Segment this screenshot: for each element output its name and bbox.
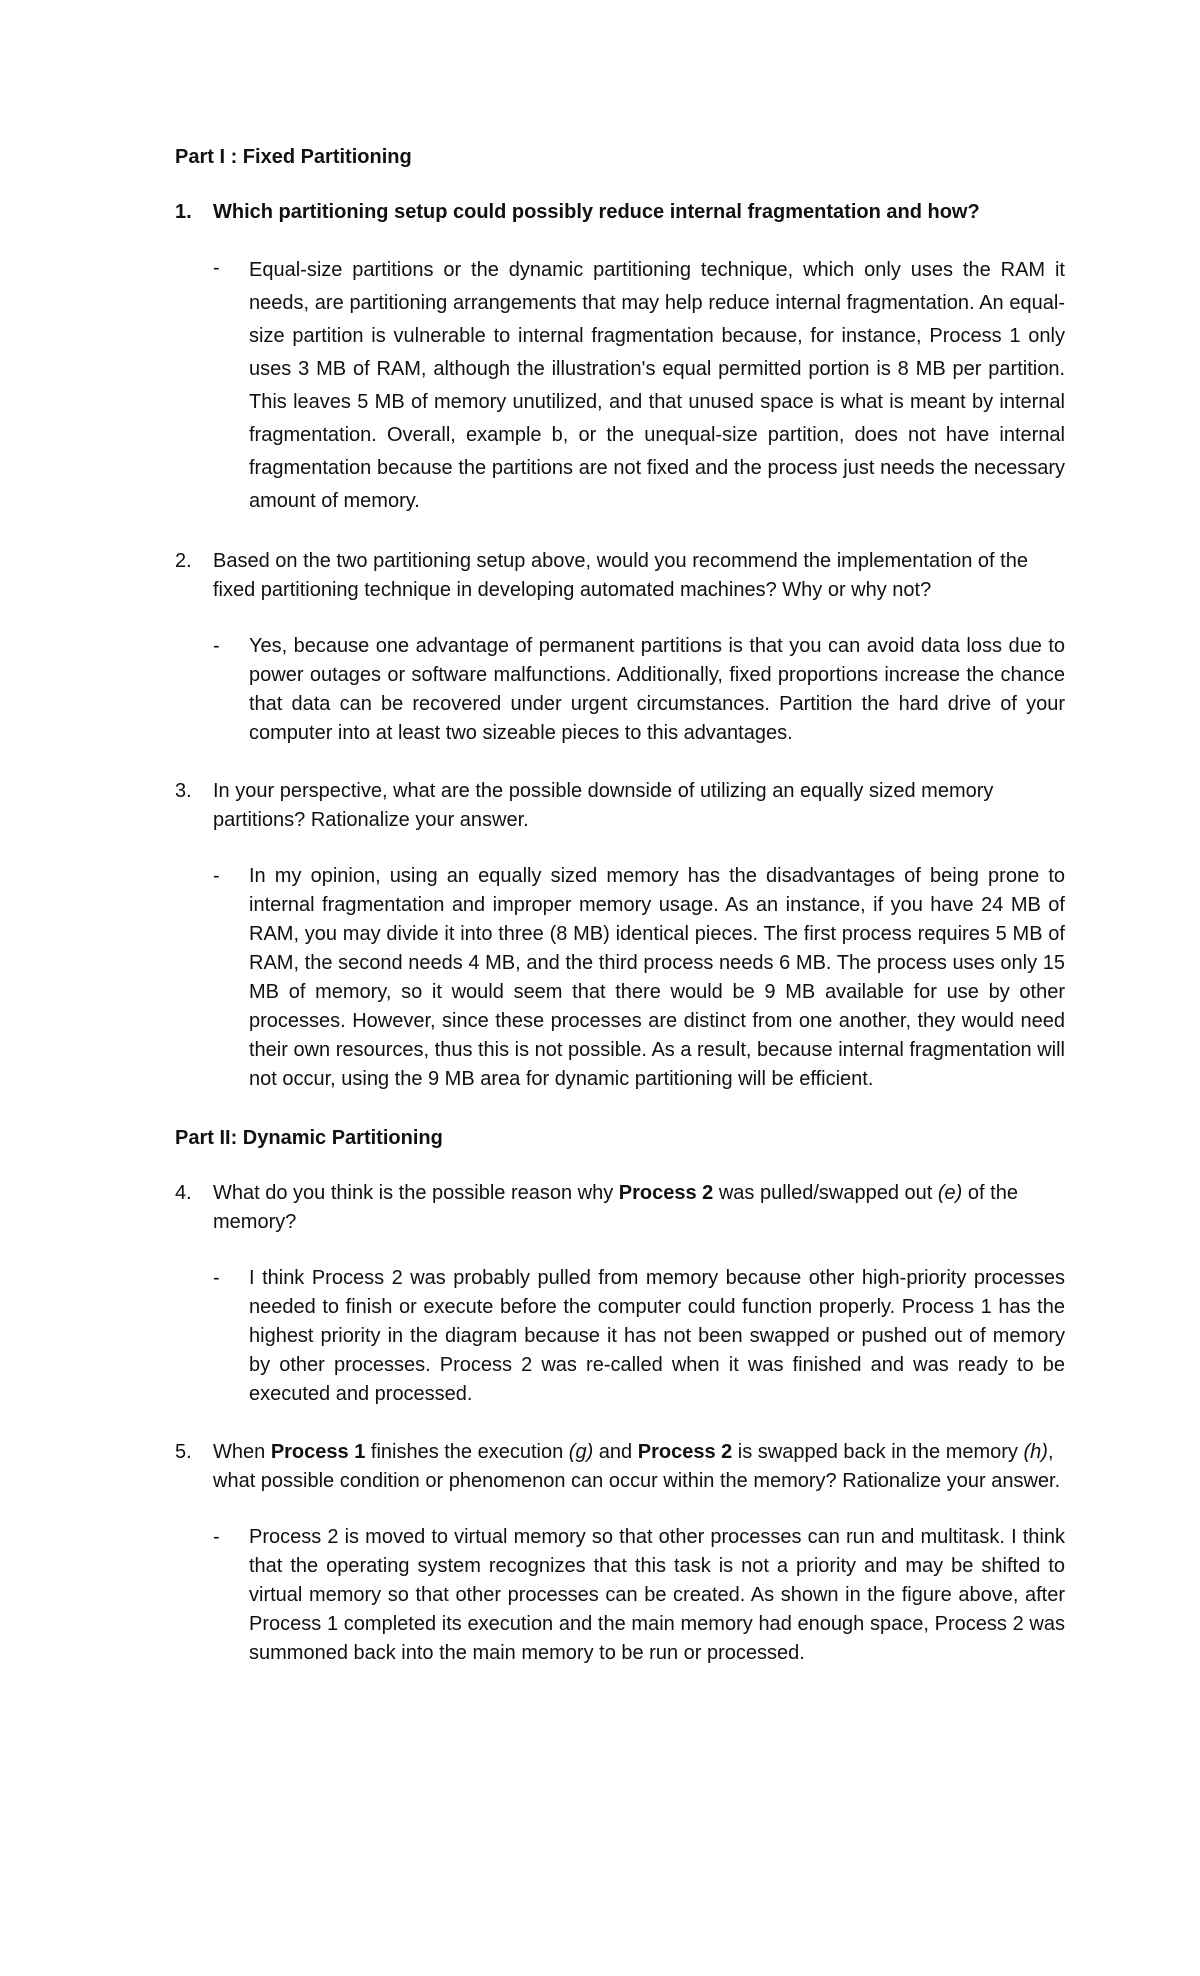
answer-3-text: In my opinion, using an equally sized memory has the disadvantages of being prone to internal fragmentation and improper memory usage. As an instance, if you have 24 MB of RAM, you may divide it into three (8 MB) identical pieces. The first process requires 5 MB of RAM, the second needs 4 MB, and the third process needs 6 MB. The process uses only 15 MB of memory, so it would seem that there would be 9 MB available for use by other processes. However, since these processes are distinct from one another, they would need their own resources, thus this is not possible. As a result, because internal fragmentation will not occur, using the 9 MB area for dynamic partitioning will be efficient. xyxy=(249,865,1065,1090)
answer-5-text: Process 2 is moved to virtual memory so that other processes can run and multitask. I think that the operating system recognizes that this task is not a priority and may be shifted to virtual memory so that other processes can be created. As shown in the figure above, after Process 1 completed its execution and the main memory had enough space, Process 2 was summoned back into the main memory to be run or processed. xyxy=(249,1526,1065,1664)
question-5-bold-process-2: Process 2 xyxy=(637,1441,733,1463)
document-body xyxy=(175,142,1065,1697)
question-5-italic-label-g: (g) xyxy=(568,1441,594,1463)
answer-4-text: I think Process 2 was probably pulled from memory because other high-priority processes needed to finish or execute before the computer could function properly. Process 1 has the highest priority in the diagram because it has not been swapped or pushed out of memory by other processes. Process 2 was re-called when it was finished and was ready to be executed and processed. xyxy=(249,1267,1065,1405)
question-2-number: 2. xyxy=(175,550,192,572)
question-5-italic-label-h: (h) xyxy=(1023,1441,1048,1463)
answer-1 xyxy=(213,254,1065,518)
question-5-text xyxy=(213,1438,1065,1496)
bullet-dash: - xyxy=(213,1526,220,1548)
question-5-text-part: is swapped back in the memory xyxy=(732,1441,1024,1463)
part2-title: Part II: Dynamic Partitioning xyxy=(175,1127,443,1149)
bullet-dash: - xyxy=(213,257,220,279)
answer-2 xyxy=(213,632,1065,748)
question-5-text-part: finishes the execution xyxy=(365,1441,569,1463)
answer-4 xyxy=(213,1264,1065,1409)
part1-title: Part I : Fixed Partitioning xyxy=(175,146,412,168)
question-3-number: 3. xyxy=(175,780,192,802)
question-2-text: Based on the two partitioning setup above, would you recommend the implementation of the fixed partitioning technique in developing automated machines? Why or why not? xyxy=(213,550,1028,601)
answer-2-text: Yes, because one advantage of permanent partitions is that you can avoid data loss due to power outages or software malfunctions. Additionally, fixed proportions increase the chance that data can be recovered under urgent circumstances. Partition the hard drive of your computer into at least two sizeable pieces to this advantages. xyxy=(249,635,1065,744)
question-4-text-part: What do you think is the possible reason why xyxy=(213,1182,619,1204)
question-5-bold-process-1: Process 1 xyxy=(270,1441,366,1463)
question-4-text xyxy=(213,1179,1065,1237)
question-1-number: 1. xyxy=(175,201,192,223)
question-3-text: In your perspective, what are the possible downside of utilizing an equally sized memory partitions? Rationalize your answer. xyxy=(213,780,994,831)
answer-1-text: Equal-size partitions or the dynamic partitioning technique, which only uses the RAM it needs, are partitioning arrangements that may help reduce internal fragmentation. An equal-size partition is vulnerable to internal fragmentation because, for instance, Process 1 only uses 3 MB of RAM, although the illustration's equal permitted portion is 8 MB per partition. This leaves 5 MB of memory unutilized, and that unused space is what is meant by internal fragmentation. Overall, example b, or the unequal-size partition, does not have internal fragmentation because the partitions are not fixed and the process just needs the necessary amount of memory. xyxy=(249,259,1065,512)
question-5 xyxy=(175,1438,1065,1496)
question-4-number: 4. xyxy=(175,1182,192,1204)
question-3 xyxy=(175,777,1065,835)
bullet-dash: - xyxy=(213,1267,220,1289)
question-4-italic-label: (e) xyxy=(937,1182,963,1204)
question-4-text-part: was pulled/swapped out xyxy=(713,1182,938,1204)
question-4-bold-process: Process 2 xyxy=(618,1182,714,1204)
question-5-number: 5. xyxy=(175,1441,192,1463)
question-1 xyxy=(175,198,1065,227)
question-5-text-part: When xyxy=(213,1441,271,1463)
bullet-dash: - xyxy=(213,865,220,887)
question-4-text-part: of the memory? xyxy=(213,1182,1018,1233)
question-4 xyxy=(175,1179,1065,1237)
question-5-text-part: and xyxy=(593,1441,638,1463)
answer-5 xyxy=(213,1523,1065,1668)
bullet-dash: - xyxy=(213,635,220,657)
question-2 xyxy=(175,547,1065,605)
question-5-text-part: , what possible condition or phenomenon can occur within the memory? Rationalize your answer. xyxy=(213,1441,1061,1492)
question-1-text: Which partitioning setup could possibly reduce internal fragmentation and how? xyxy=(213,201,980,223)
answer-3 xyxy=(213,862,1065,1094)
